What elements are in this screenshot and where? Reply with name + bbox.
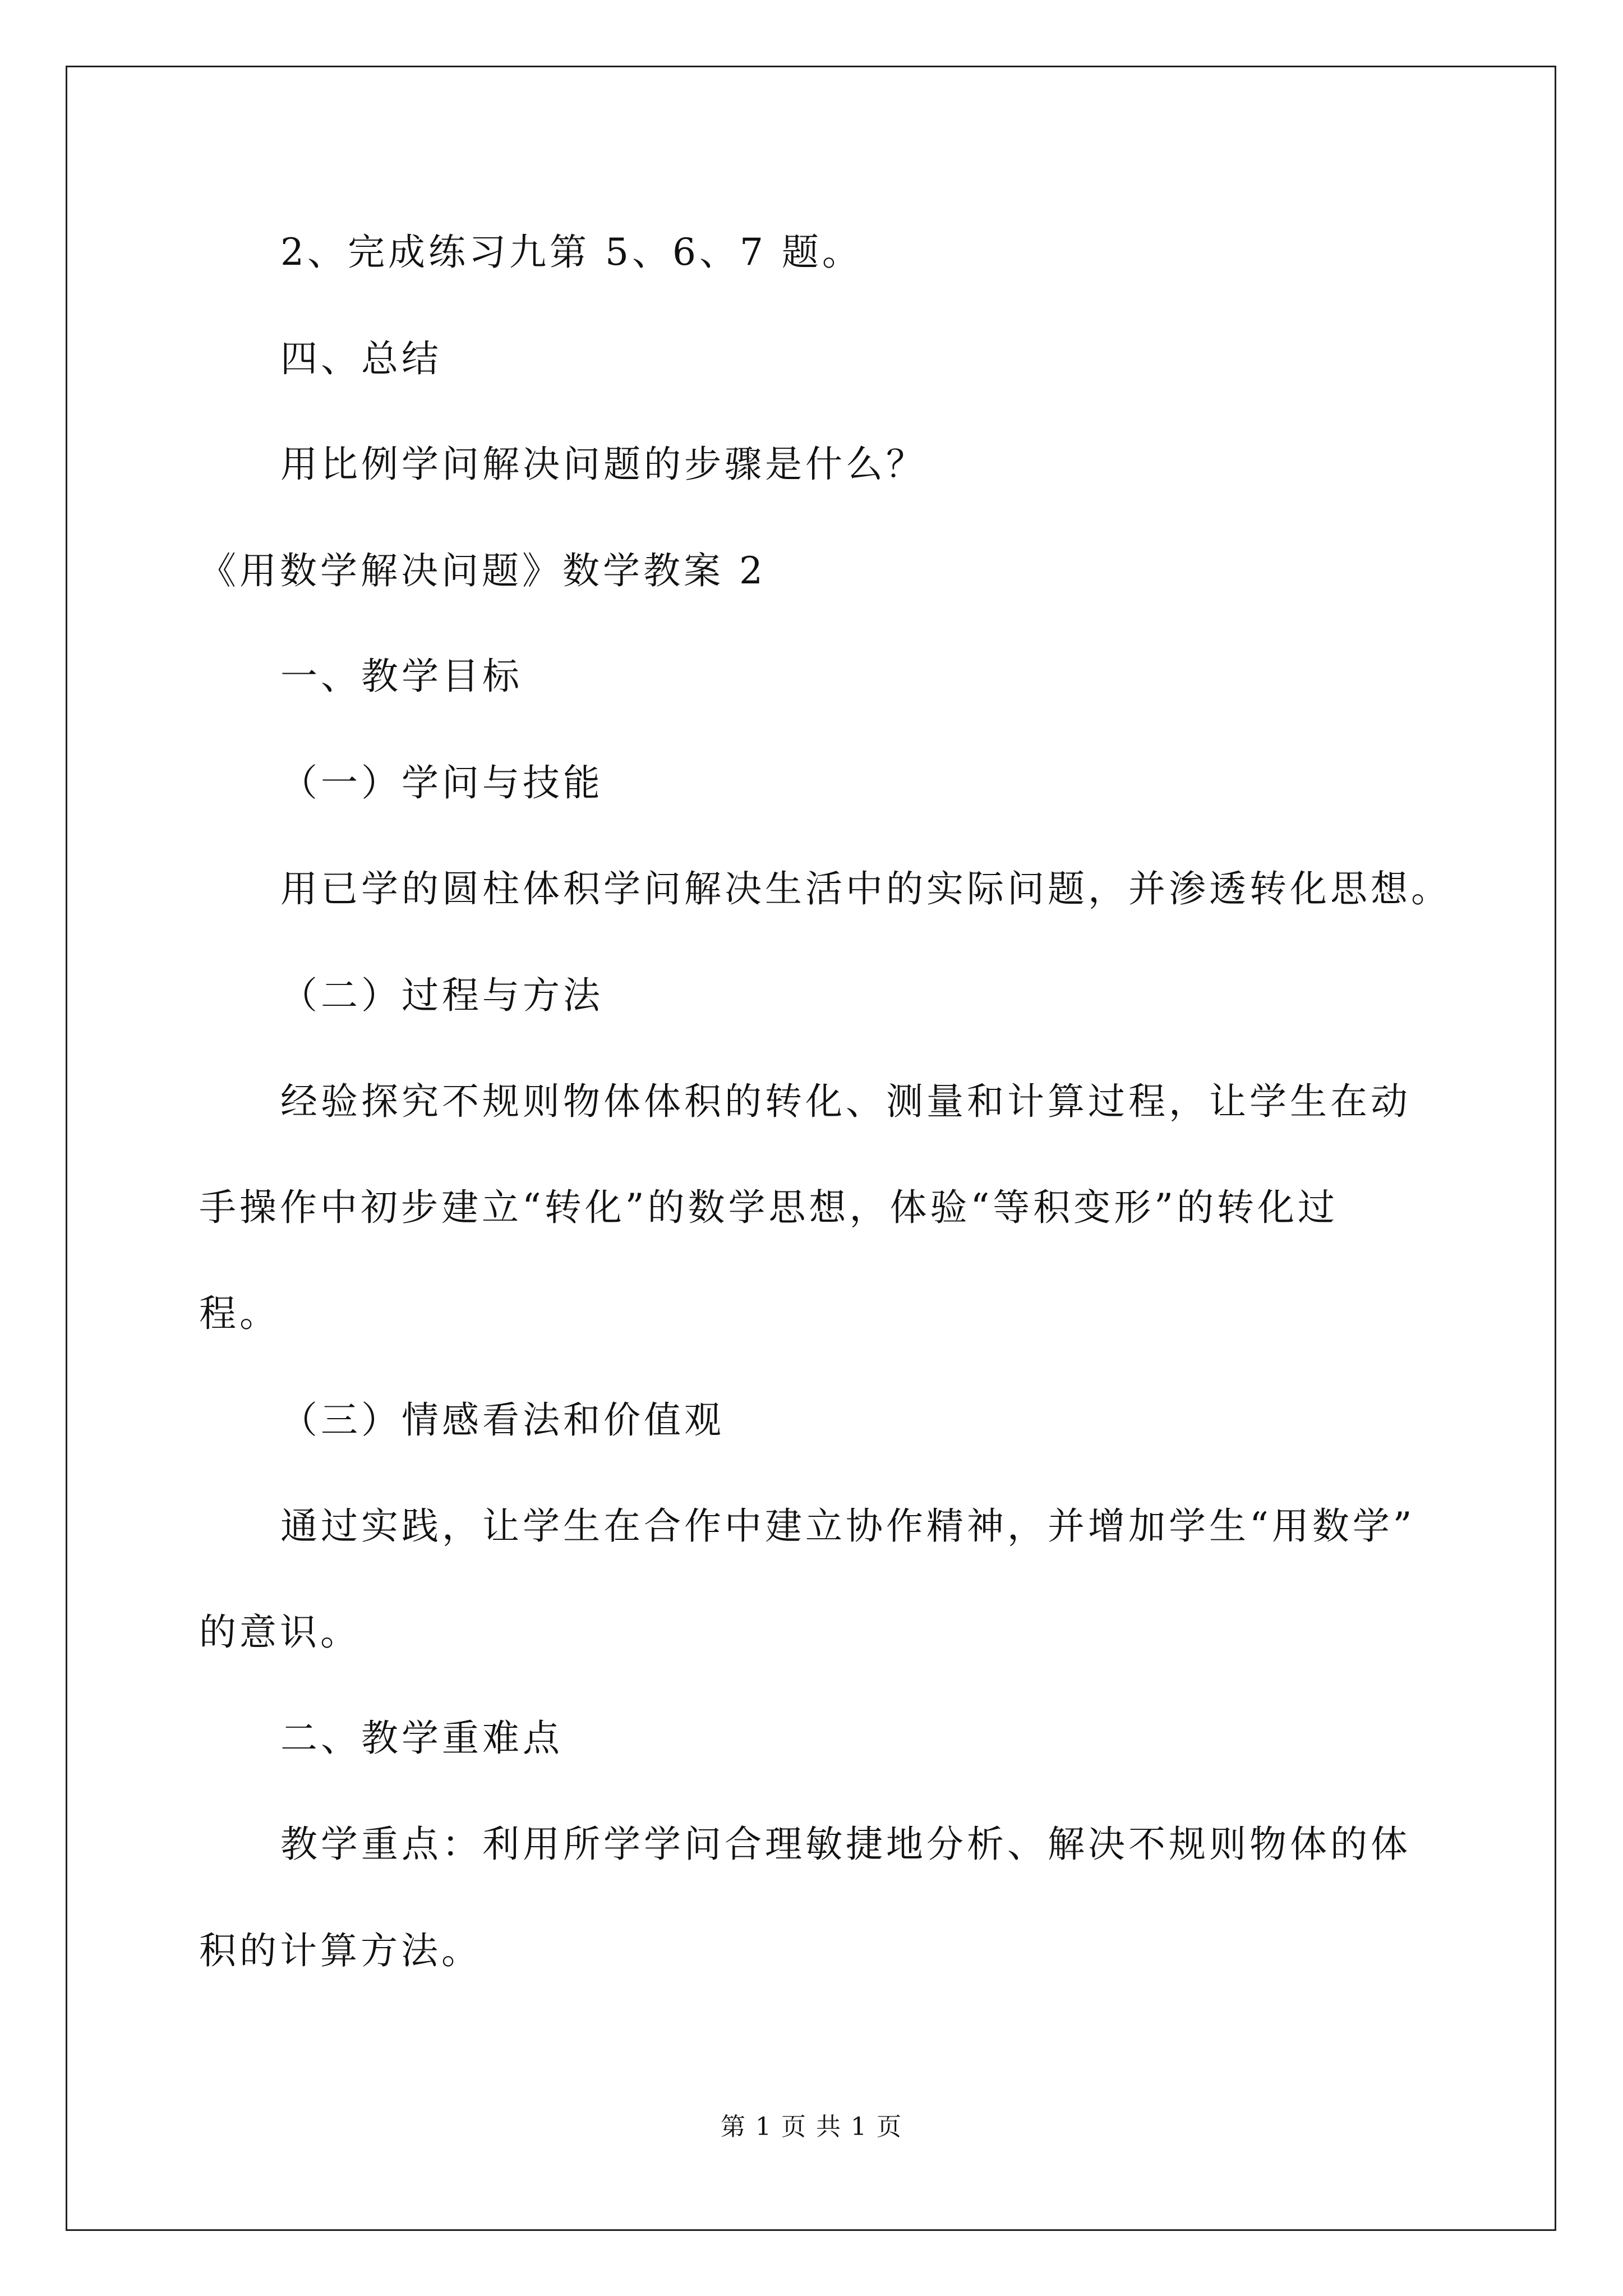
page-border [66, 66, 1556, 2231]
text-line: 教学重点：利用所学学问合理敏捷地分析、解决不规则物体的体 [280, 1823, 1411, 1866]
document-title: 《用数学解决问题》数学教案 2 [199, 549, 766, 592]
subsection-heading: （三）情感看法和价值观 [280, 1398, 725, 1442]
text-line: 的意识。 [199, 1611, 361, 1654]
text-line: 积的计算方法。 [199, 1929, 482, 1972]
section-heading: 四、总结 [280, 337, 442, 380]
text-line: 通过实践，让学生在合作中建立协作精神，并增加学生“用数学” [280, 1504, 1415, 1548]
section-heading: 二、教学重难点 [280, 1717, 563, 1760]
subsection-heading: （一）学问与技能 [280, 761, 603, 804]
text-line: 程。 [199, 1292, 280, 1335]
subsection-heading: （二）过程与方法 [280, 974, 603, 1017]
text-line: 经验探究不规则物体体积的转化、测量和计算过程，让学生在动 [280, 1080, 1411, 1123]
text-line: 手操作中初步建立“转化”的数学思想，体验“等积变形”的转化过 [199, 1186, 1338, 1229]
section-heading: 一、教学目标 [280, 655, 523, 698]
page-footer: 第 1 页 共 1 页 [721, 2113, 902, 2141]
text-line: 用已学的圆柱体积学问解决生活中的实际问题，并渗透转化思想。 [280, 867, 1451, 910]
text-line: 2、完成练习九第 5、6、7 题。 [280, 231, 863, 274]
text-line: 用比例学问解决问题的步骤是什么？ [280, 443, 926, 486]
